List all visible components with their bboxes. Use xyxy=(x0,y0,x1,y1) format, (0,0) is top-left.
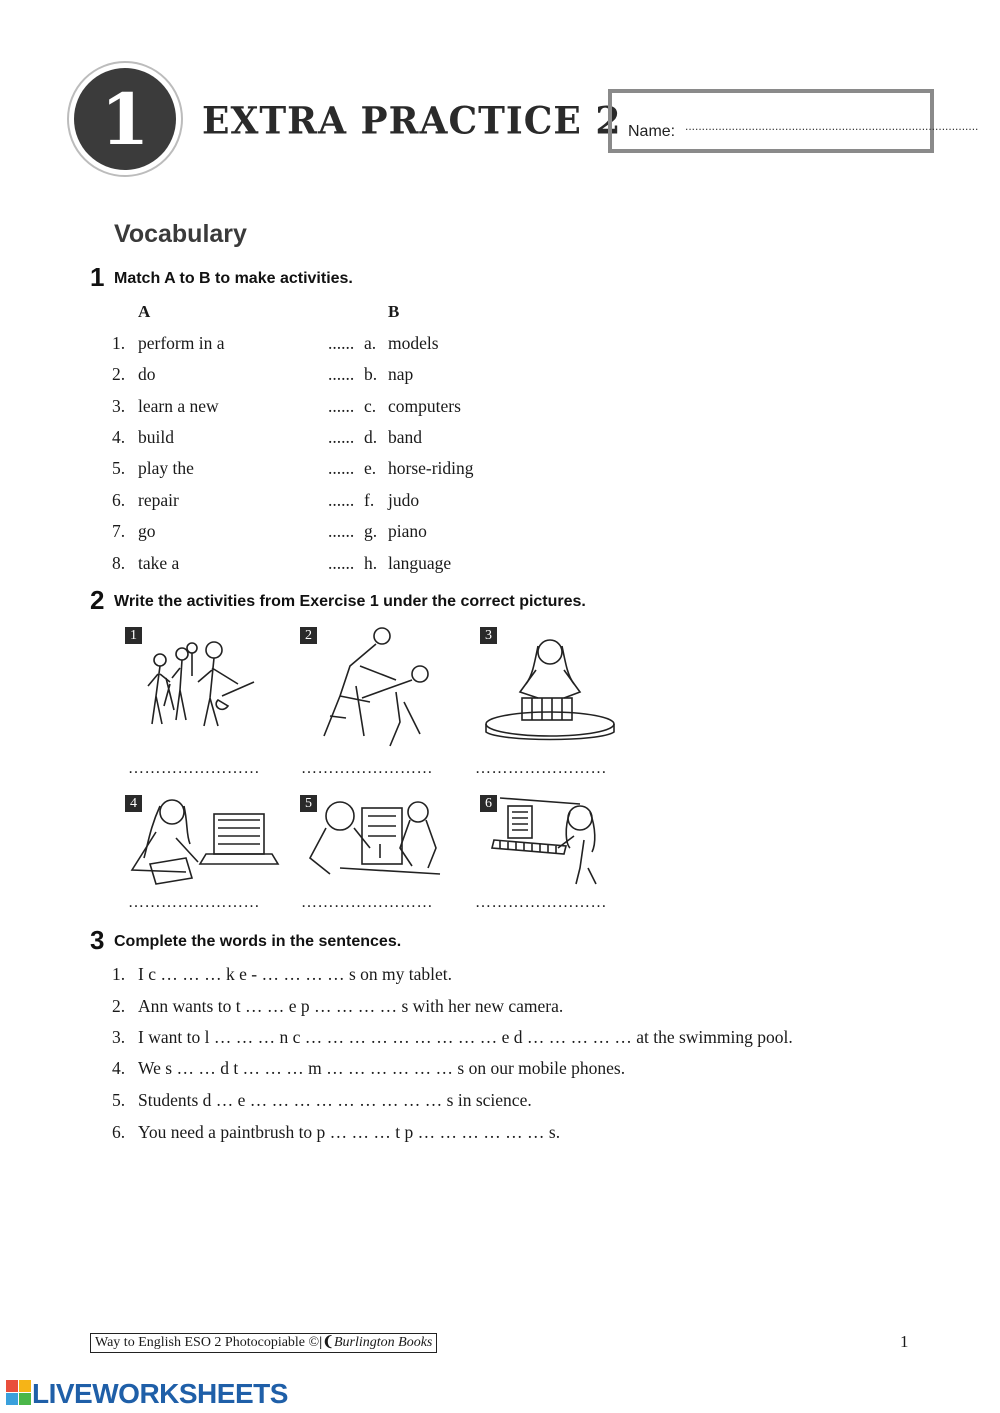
answer-line[interactable]: …………………… xyxy=(475,894,607,911)
answer-line[interactable]: …………………… xyxy=(128,760,260,777)
exercise-2-number: 2 xyxy=(90,585,105,615)
page-title: EXTRA PRACTICE 2 xyxy=(202,98,622,144)
name-input-line[interactable]: ........................................................................................ xyxy=(685,119,979,133)
picture-number: 4 xyxy=(125,795,142,812)
answer-blank[interactable]: ...... xyxy=(328,458,355,478)
picture-number: 3 xyxy=(480,627,497,644)
column-a-heading: A xyxy=(138,302,151,321)
band-picture-icon xyxy=(126,626,286,751)
unit-badge xyxy=(66,60,184,178)
exercise-1-instruction: Match A to B to make activities. xyxy=(114,270,353,287)
answer-line[interactable]: …………………… xyxy=(301,894,433,911)
publisher-name: Burlington Books xyxy=(334,1335,433,1350)
exercise-2-instruction: Write the activities from Exercise 1 under the correct pictures. xyxy=(114,593,586,610)
page-number: 1 xyxy=(900,1332,909,1351)
answer-blank[interactable]: ...... xyxy=(328,364,355,384)
picture-number: 6 xyxy=(480,795,497,812)
name-label: Name: xyxy=(628,123,676,140)
column-b-heading: B xyxy=(388,302,400,321)
answer-blank[interactable]: ...... xyxy=(328,427,355,447)
exercise-1-number: 1 xyxy=(90,262,105,292)
exercise-3-instruction: Complete the words in the sentences. xyxy=(114,933,402,950)
publisher-logo-icon: |❨ xyxy=(319,1335,334,1350)
picture-number: 2 xyxy=(300,627,317,644)
answer-blank[interactable]: ...... xyxy=(328,490,355,510)
section-heading: Vocabulary xyxy=(114,220,247,248)
answer-blank[interactable]: ...... xyxy=(328,333,355,353)
picture-number: 1 xyxy=(125,627,142,644)
exercise-3-number: 3 xyxy=(90,925,105,955)
answer-line[interactable]: …………………… xyxy=(301,760,433,777)
footer-credit: Way to English ESO 2 Photocopiable ©|❨Burlington Books xyxy=(90,1333,437,1353)
answer-blank[interactable]: ...... xyxy=(328,553,355,573)
name-box xyxy=(608,89,979,153)
answer-line[interactable]: …………………… xyxy=(128,894,260,911)
answer-blank[interactable]: ...... xyxy=(328,396,355,416)
unit-number: 1 xyxy=(100,78,150,161)
liveworksheets-brand[interactable]: LIVEWORKSHEETS xyxy=(32,1378,288,1409)
judo-picture-icon xyxy=(300,626,460,751)
answer-blank[interactable]: ...... xyxy=(328,521,355,541)
liveworksheets-logo-icon xyxy=(6,1380,32,1406)
answer-line[interactable]: …………………… xyxy=(475,760,607,777)
building-models-picture-icon xyxy=(480,626,640,751)
picture-number: 5 xyxy=(300,795,317,812)
